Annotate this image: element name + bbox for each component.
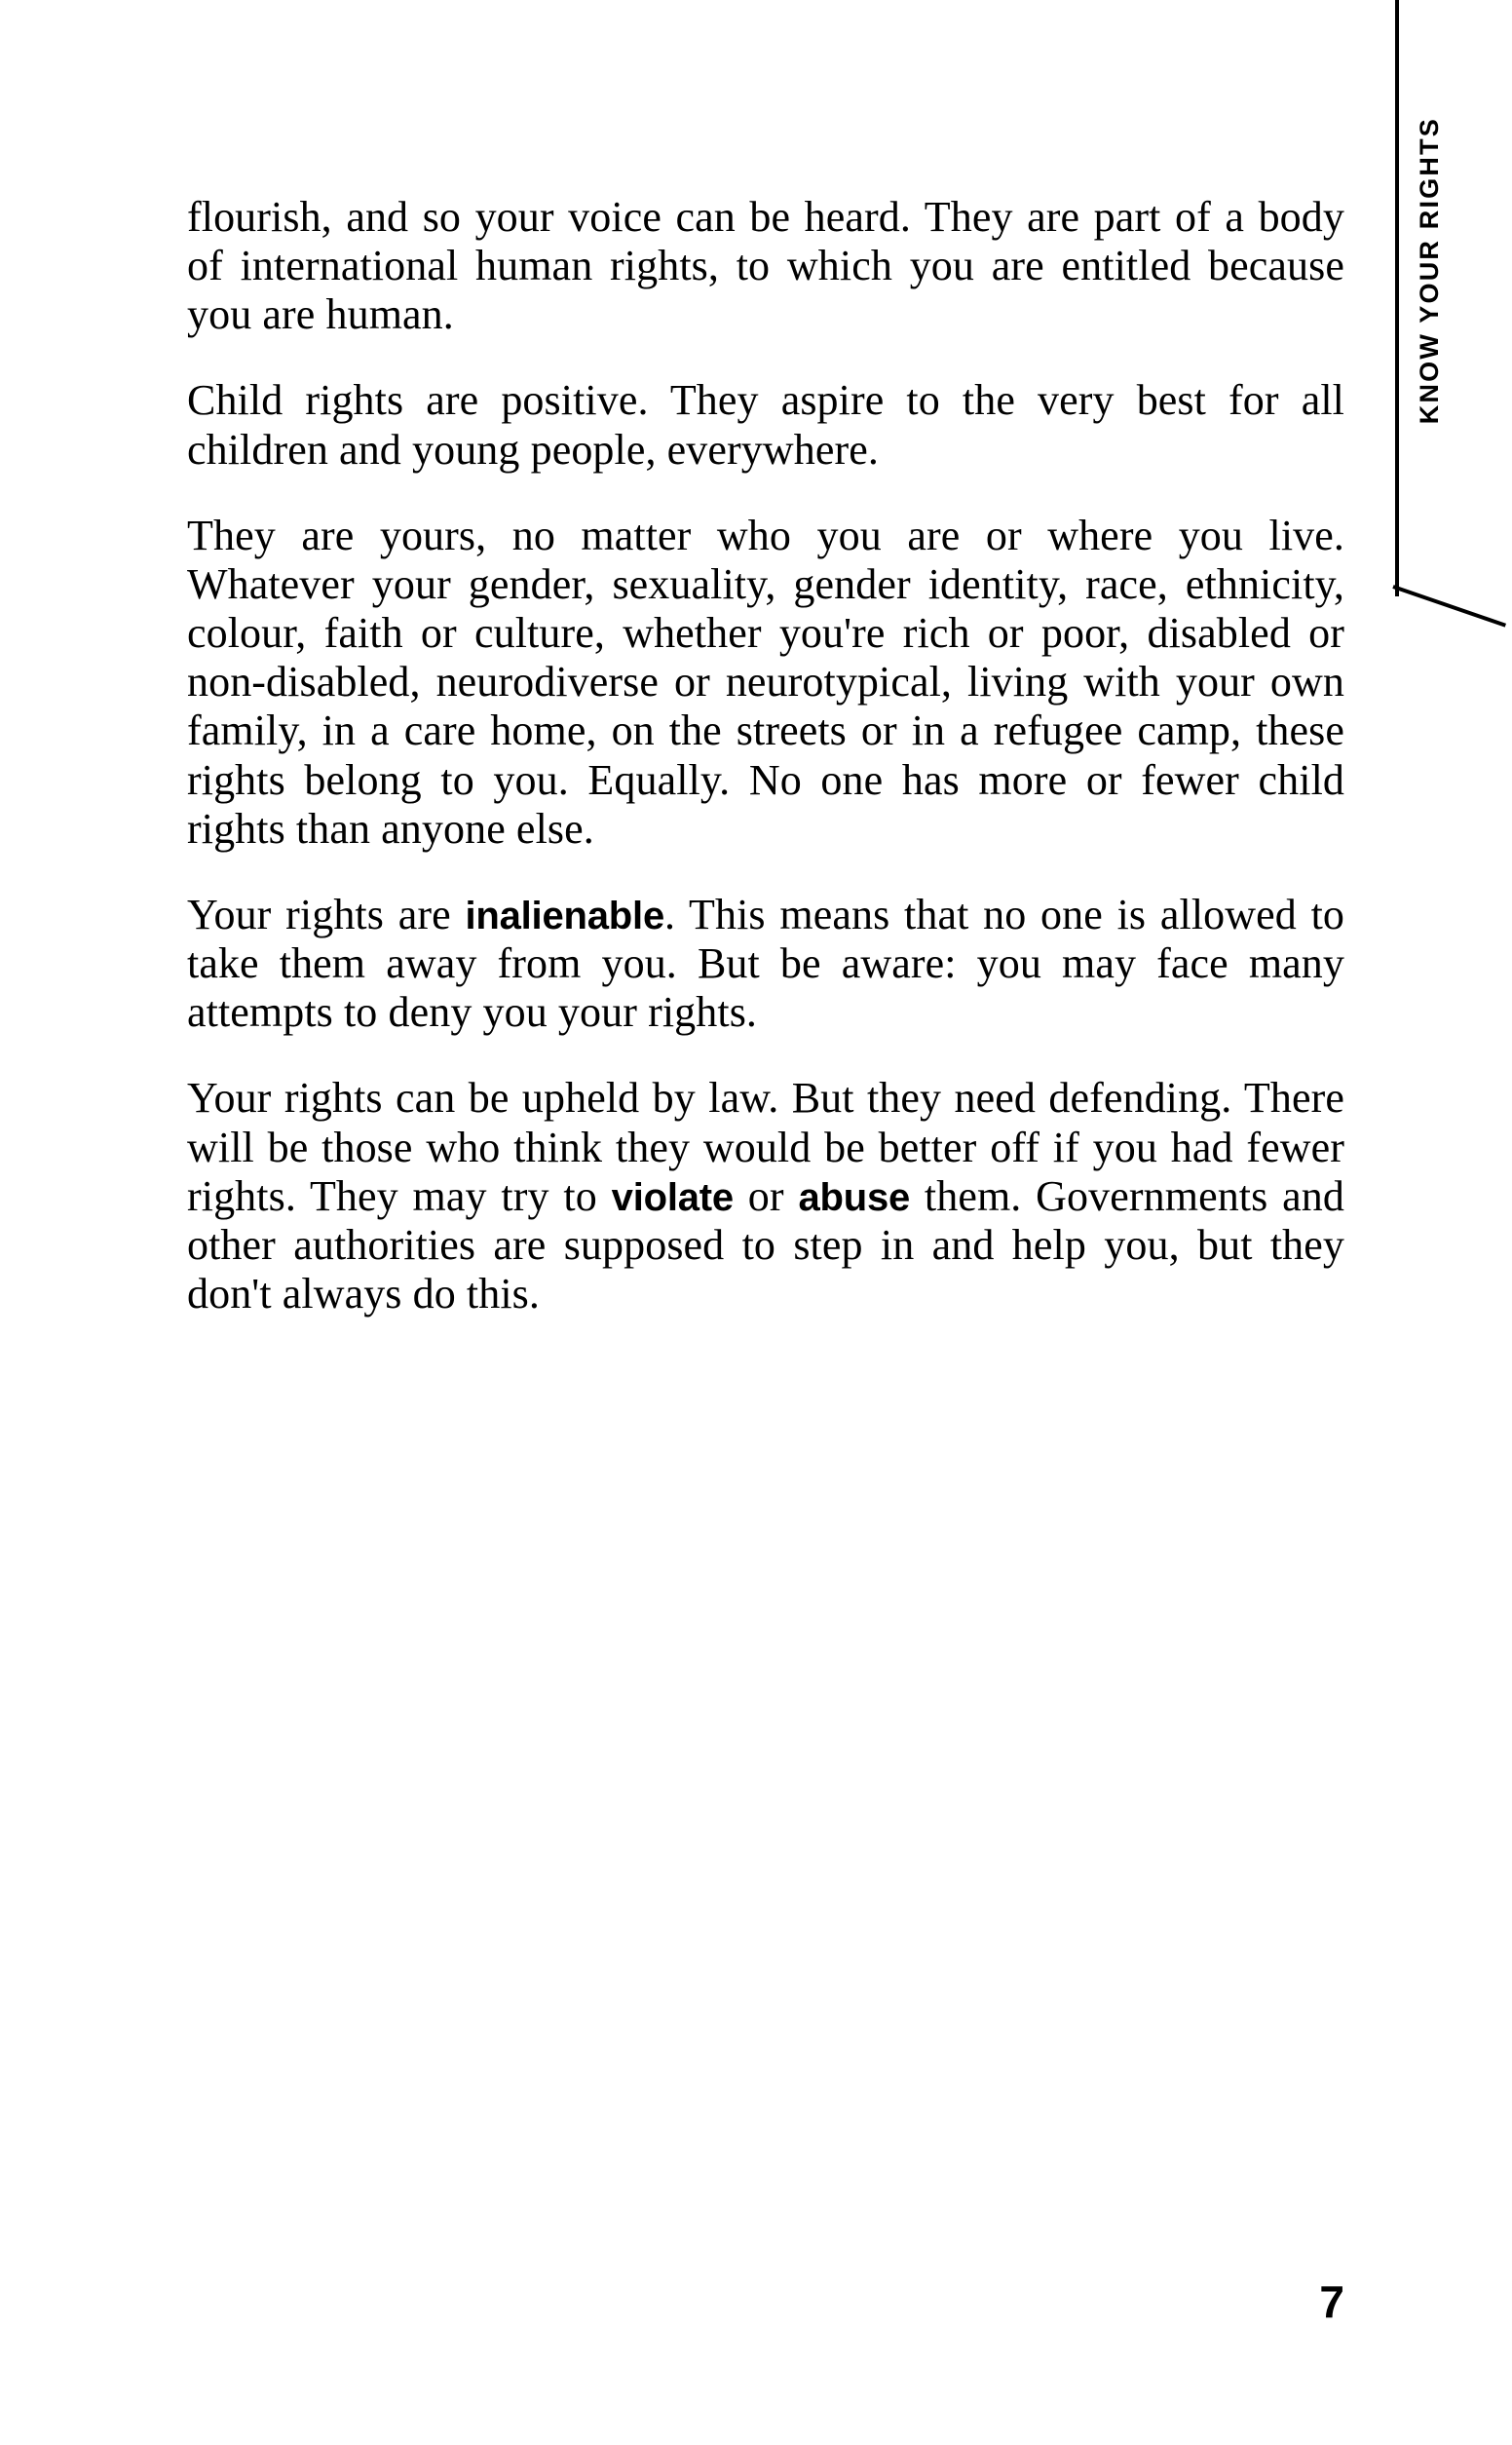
body-text-column — [187, 193, 1344, 1318]
term-abuse: abuse — [798, 1175, 911, 1219]
running-head-label: KNOW YOUR RIGHTS — [1415, 117, 1444, 425]
paragraph-2: Child rights are positive. They aspire to the very best for all children and young people, everywhere. — [187, 376, 1344, 474]
term-violate: violate — [611, 1175, 734, 1219]
paragraph-4-tail: . This means that no one is allowed to take them away from you. But be aware: you may face many attempts to deny you your rights. — [187, 890, 1345, 1037]
paragraph-5-middle: or — [733, 1171, 799, 1220]
paragraph-5-lead: Your rights can be upheld by law. But they need defending. There will be those who think they would be better off if you had fewer rights. They may try to — [187, 1074, 1344, 1220]
tab-vertical-rule — [1395, 0, 1399, 596]
running-head-tab — [1395, 0, 1512, 643]
paragraph-5 — [187, 1074, 1344, 1318]
paragraph-3: They are yours, no matter who you are or where you live. Whatever your gender, sexuality, gender identity, race, ethnicity, colour, faith or culture, whether you're rich or poor, disabled or non-disabled, neurodiverse or neurotypical, living with your own family, in a care home, on the streets or in a refugee camp, these rights belong to you. Equally. No one has more or fewer child rights than anyone else. — [187, 511, 1344, 853]
term-inalienable: inalienable — [465, 894, 664, 937]
tab-diagonal-rule — [1392, 585, 1506, 628]
paragraph-4 — [187, 891, 1344, 1037]
paragraph-5-tail: them. Governments and other authorities are supposed to step in and help you, but they don't always do this. — [187, 1171, 1344, 1318]
page-number: 7 — [1319, 2276, 1344, 2327]
paragraph-1: flourish, and so your voice can be heard. They are part of a body of international human rights, to which you are entitled because you are human. — [187, 193, 1344, 339]
paragraph-4-lead: Your rights are — [187, 890, 466, 938]
